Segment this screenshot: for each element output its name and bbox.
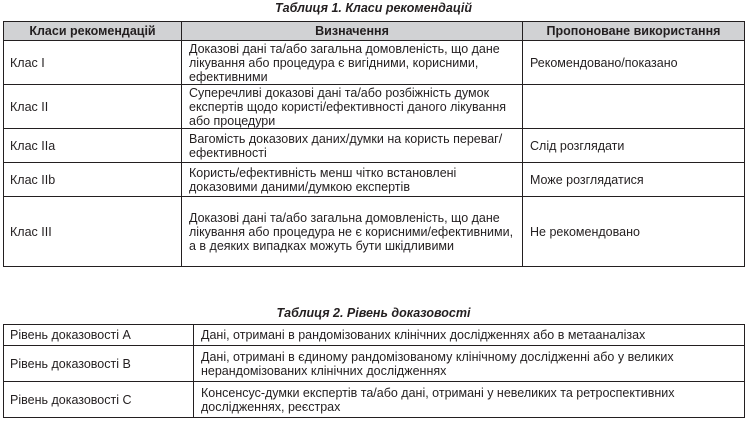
definition-cell: Вагомість доказових даних/думки на користь переваг/ефективності <box>182 129 523 163</box>
description-cell: Дані, отримані в рандомізованих клінічних дослідженнях або в метааналізах <box>194 325 745 346</box>
table-row <box>4 129 745 163</box>
definition-cell: Доказові дані та/або загальна домовленість, що дане лікування або процедура є вигідними, корисними, ефективними <box>182 41 523 85</box>
recommendation-classes-table <box>3 21 745 267</box>
level-cell: Рівень доказовості В <box>4 346 194 382</box>
definition-cell: Суперечливі доказові дані та/або розбіжність думок експертів щодо користі/ефективності даного лікування або процедури <box>182 85 523 129</box>
class-cell: Клас ІІа <box>4 129 182 163</box>
level-cell: Рівень доказовості С <box>4 382 194 418</box>
description-cell: Дані, отримані в єдиному рандомізованому клінічному дослідженні або у великих нерандомізованих клінічних дослідженнях <box>194 346 745 382</box>
class-cell: Клас І <box>4 41 182 85</box>
usage-cell <box>523 85 745 129</box>
header-definition: Визначення <box>182 22 523 41</box>
description-cell: Консенсус-думки експертів та/або дані, отримані у невеликих та ретроспективних дослідженнях, реєстрах <box>194 382 745 418</box>
usage-cell: Не рекомендовано <box>523 197 745 267</box>
table-row <box>4 197 745 267</box>
class-cell: Клас ІІb <box>4 163 182 197</box>
usage-cell: Слід розглядати <box>523 129 745 163</box>
table-row <box>4 325 745 346</box>
table-row <box>4 382 745 418</box>
class-cell: Клас ІІ <box>4 85 182 129</box>
header-classes: Класи рекомендацій <box>4 22 182 41</box>
level-cell: Рівень доказовості А <box>4 325 194 346</box>
table-row <box>4 163 745 197</box>
evidence-level-table <box>3 324 745 418</box>
table1-header-row <box>4 22 745 41</box>
table-row <box>4 41 745 85</box>
table-row <box>4 85 745 129</box>
table-row <box>4 346 745 382</box>
header-usage: Пропоноване використання <box>523 22 745 41</box>
class-cell: Клас ІІІ <box>4 197 182 267</box>
definition-cell: Користь/ефективність менш чітко встановлені доказовими даними/думкою експертів <box>182 163 523 197</box>
definition-cell: Доказові дані та/або загальна домовленість, що дане лікування або процедура не є корисними/ефективними, а в деяких випадках можуть бути шкідливими <box>182 197 523 267</box>
table1-caption: Таблиця 1. Класи рекомендацій <box>274 1 473 15</box>
usage-cell: Рекомендовано/показано <box>523 41 745 85</box>
table2-caption: Таблиця 2. Рівень доказовості <box>276 306 471 320</box>
usage-cell: Може розглядатися <box>523 163 745 197</box>
